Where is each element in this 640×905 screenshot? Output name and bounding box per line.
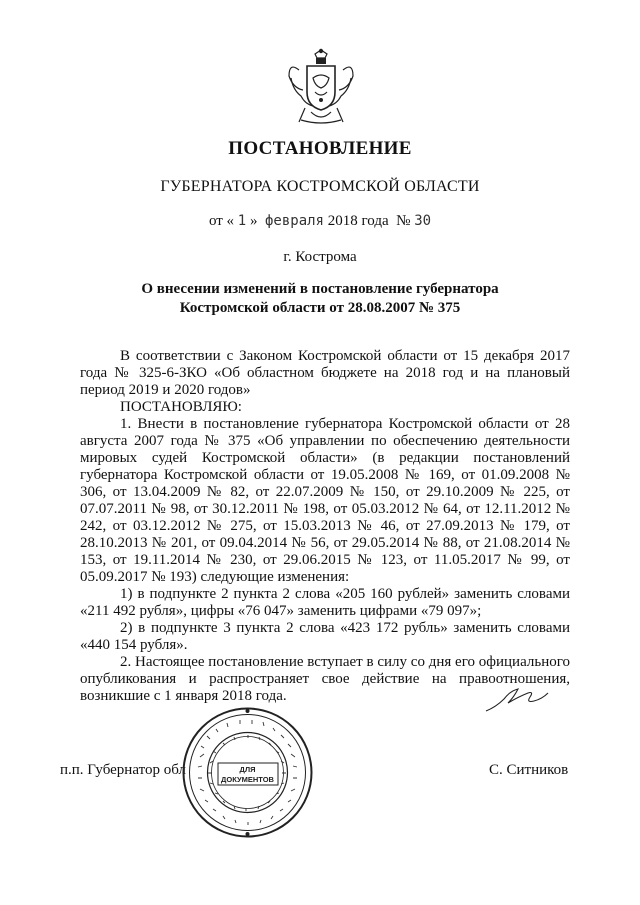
official-seal-icon [180,705,315,840]
document-body [80,348,570,705]
document-dateline [0,213,640,230]
document-heading [60,280,580,318]
body-paragraph: 2) в подпункте 3 пункта 2 слова «423 172 рубль» заменить словами «440 154 рубля». [80,620,570,653]
date-prefix: от « [208,213,235,229]
body-paragraph: В соответствии с Законом Костромской области от 15 декабря 2017 года № 325-6-ЗКО «Об областном бюджете на 2018 год и на плановый период 2019 и 2020 годов» [80,348,570,398]
number-label: № [396,213,411,229]
document-issuer: ГУБЕРНАТОРА КОСТРОМСКОЙ ОБЛАСТИ [160,178,480,195]
coat-of-arms-icon [285,48,357,128]
signer-name: С. Ситников [489,762,569,778]
signer-title: п.п. Губернатор обл [60,762,186,778]
stamp-center-line: ДЛЯ [239,765,256,774]
handwritten-signature-icon [482,685,552,715]
document-number: 30 [414,213,432,229]
body-paragraph: ПОСТАНОВЛЯЮ: [120,399,242,415]
date-year: 2018 года [327,213,389,229]
heading-line: О внесении изменений в постановление губернатора [141,281,499,297]
body-paragraph: 1) в подпункте 2 пункта 2 слова «205 160 рублей» заменить словами «211 492 рубля», цифры «76 047» заменить цифрами «79 097»; [80,586,570,619]
stamp-center-line: ДОКУМЕНТОВ [221,775,274,784]
document-city: г. Кострома [283,249,357,265]
body-paragraph: 2. Настоящее постановление вступает в силу со дня его официального опубликования и распространяет свое действие на правоотношения, возникшие с 1 января 2018 года. [80,654,570,704]
date-separator: » [249,213,258,229]
document-title: ПОСТАНОВЛЕНИЕ [228,138,412,159]
date-day: 1 [237,213,247,229]
date-month: февраля [264,213,324,229]
body-paragraph: 1. Внести в постановление губернатора Костромской области от 28 августа 2007 года № 375 «Об управлении по обеспечению деятельности мировых судей Костромской области» (в редакции постановлений губернатора Костромской области от 19.05.2008 № 169, от 01.09.2008 № 306, от 13.04.2009 № 82, от 22.07.2009 № 150, от 29.10.2009 № 225, от 07.07.2011 № 98, от 30.12.2011 № 198, от 05.03.2012 № 64, от 12.11.2012 № 242, от 03.12.2012 № 275, от 15.03.2013 № 46, от 27.09.2013 № 179, от 28.10.2013 № 201, от 09.04.2014 № 56, от 29.05.2014 № 88, от 21.08.2014 № 153, от 19.11.2014 № 230, от 29.06.2015 № 123, от 11.05.2017 № 99, от 05.09.2017 № 193) следующие изменения: [80,416,570,585]
heading-line: Костромской области от 28.08.2007 № 375 [179,300,461,316]
